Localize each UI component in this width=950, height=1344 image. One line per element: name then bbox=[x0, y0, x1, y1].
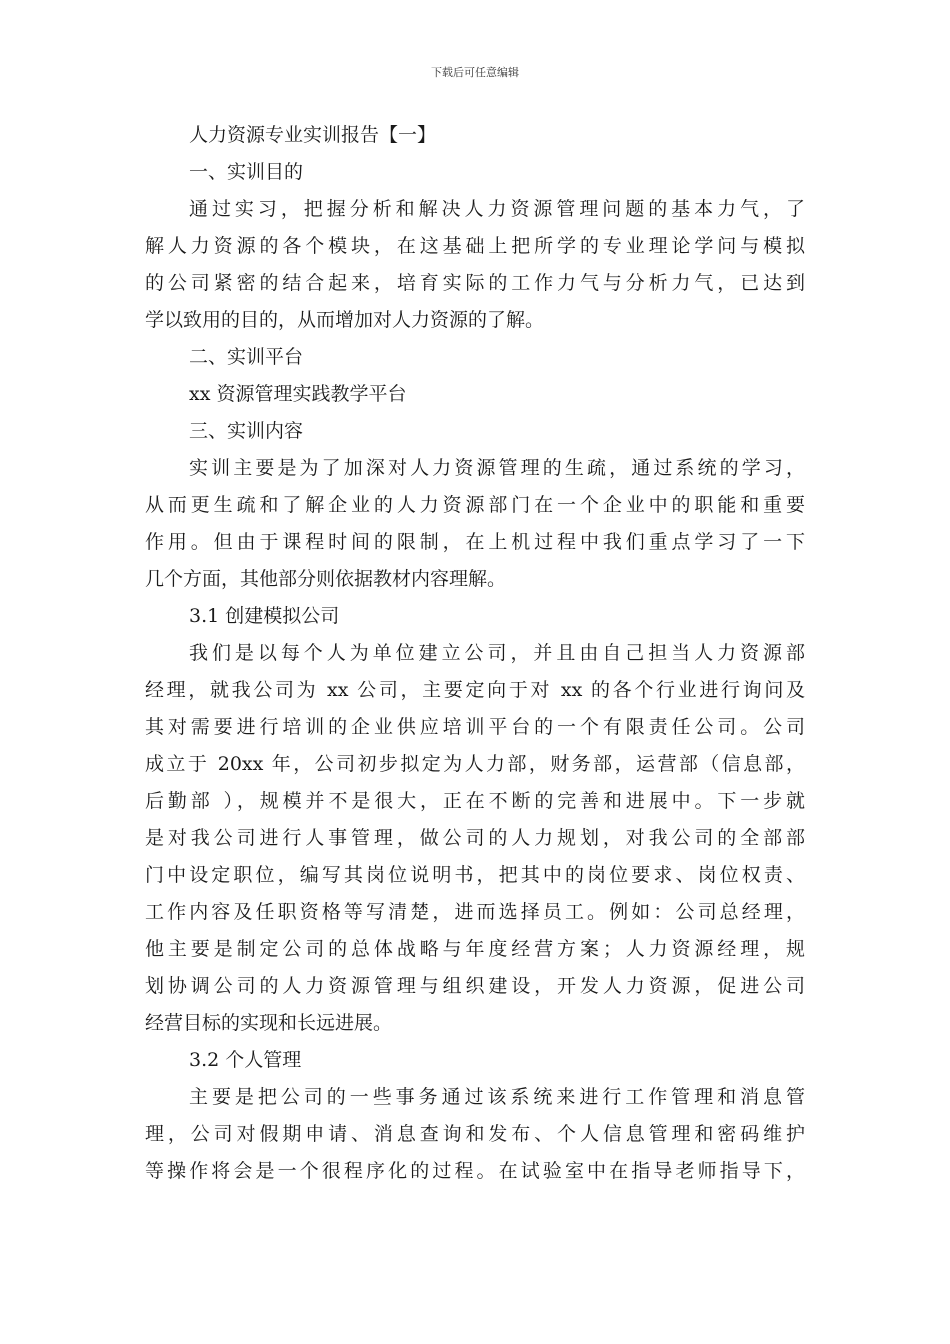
paragraph-line: 成立于 20xx 年，公司初步拟定为人力部，财务部，运营部（信息部， bbox=[145, 753, 805, 775]
paragraph-line: 其对需要进行培训的企业供应培训平台的一个有限责任公司。公司 bbox=[145, 716, 805, 738]
document-title: 人力资源专业实训报告【一】 bbox=[189, 124, 437, 146]
paragraph-line: 划协调公司的人力资源管理与组织建设，开发人力资源，促进公司 bbox=[145, 975, 805, 997]
paragraph-line: 的公司紧密的结合起来，培育实际的工作力气与分析力气，已达到 bbox=[145, 272, 805, 294]
paragraph-line: 工作内容及任职资格等写清楚，进而选择员工。例如：公司总经理， bbox=[145, 901, 805, 923]
paragraph-line: 几个方面，其他部分则依据教材内容理解。 bbox=[145, 568, 507, 590]
paragraph-line: 解人力资源的各个模块，在这基础上把所学的专业理论学问与模拟 bbox=[145, 235, 805, 257]
paragraph-line: 门中设定职位，编写其岗位说明书，把其中的岗位要求、岗位权责、 bbox=[145, 864, 805, 886]
paragraph-line: 等操作将会是一个很程序化的过程。在试验室中在指导老师指导下， bbox=[145, 1160, 805, 1182]
paragraph-line: 后勤部 ），规模并不是很大，正在不断的完善和进展中。下一步就 bbox=[145, 790, 805, 812]
subsection-heading-3-1: 3.1 创建模拟公司 bbox=[189, 605, 340, 627]
paragraph-line: 作用。但由于课程时间的限制，在上机过程中我们重点学习了一下 bbox=[145, 531, 805, 553]
section-heading-platform: 二、实训平台 bbox=[189, 346, 304, 368]
paragraph-line: 学以致用的目的，从而增加对人力资源的了解。 bbox=[145, 309, 545, 331]
section-heading-objective: 一、实训目的 bbox=[189, 161, 304, 183]
paragraph-line: 通过实习，把握分析和解决人力资源管理问题的基本力气，了 bbox=[189, 198, 805, 220]
paragraph-line: 主要是把公司的一些事务通过该系统来进行工作管理和消息管 bbox=[189, 1086, 805, 1108]
subsection-heading-3-2: 3.2 个人管理 bbox=[189, 1049, 302, 1071]
paragraph-line: 他主要是制定公司的总体战略与年度经营方案；人力资源经理，规 bbox=[145, 938, 805, 960]
paragraph-line: 理，公司对假期申请、消息查询和发布、个人信息管理和密码维护 bbox=[145, 1123, 805, 1145]
platform-name: xx 资源管理实践教学平台 bbox=[189, 383, 407, 405]
paragraph-line: 从而更生疏和了解企业的人力资源部门在一个企业中的职能和重要 bbox=[145, 494, 805, 516]
paragraph-line: 是对我公司进行人事管理，做公司的人力规划，对我公司的全部部 bbox=[145, 827, 805, 849]
paragraph-line: 我们是以每个人为单位建立公司，并且由自己担当人力资源部 bbox=[189, 642, 805, 664]
page-header-note: 下载后可任意编辑 bbox=[431, 66, 519, 79]
document-body bbox=[145, 117, 805, 1190]
section-heading-content: 三、实训内容 bbox=[189, 420, 304, 442]
paragraph-line: 实训主要是为了加深对人力资源管理的生疏，通过系统的学习， bbox=[189, 457, 805, 479]
paragraph-line: 经理，就我公司为 xx 公司，主要定向于对 xx 的各个行业进行询问及 bbox=[145, 679, 805, 701]
paragraph-line: 经营目标的实现和长远进展。 bbox=[145, 1012, 393, 1034]
